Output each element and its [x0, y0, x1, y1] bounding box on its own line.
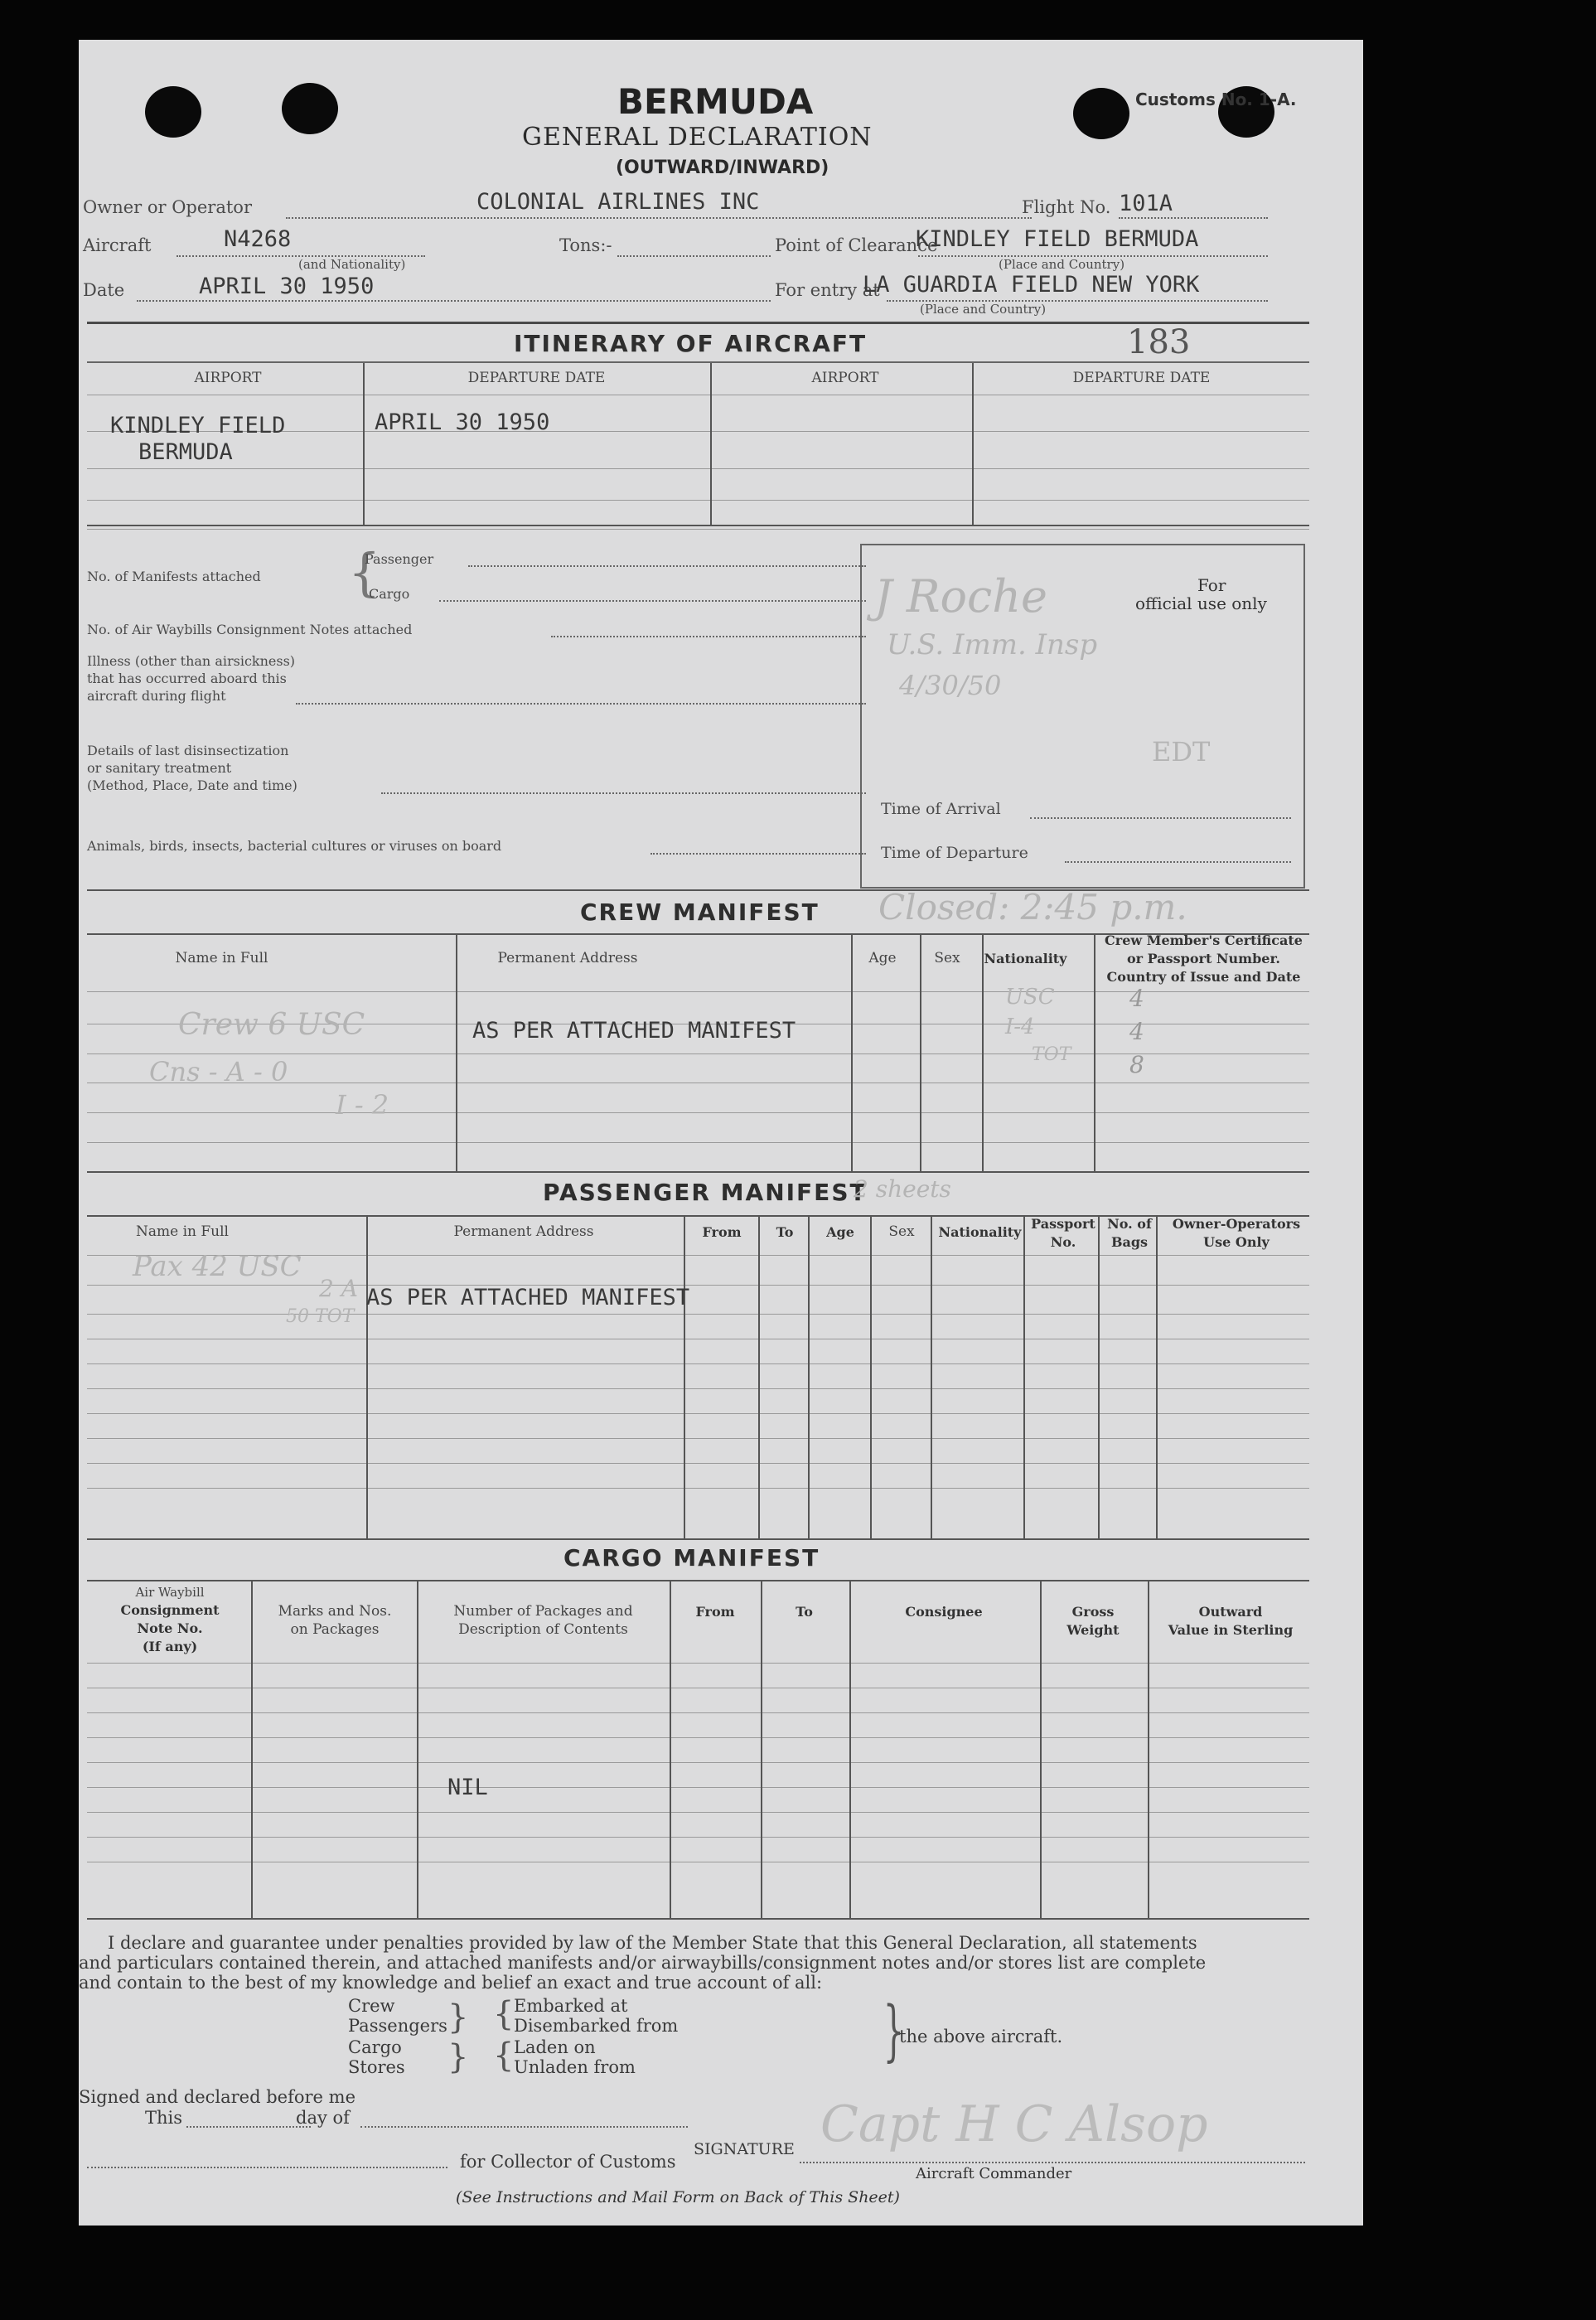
clearance-value: KINDLEY FIELD BERMUDA — [916, 226, 1199, 252]
crew-hand-line-3: I - 2 — [336, 1089, 389, 1121]
passenger-col-to: To — [776, 1224, 794, 1240]
crew-hand-cert-3: 8 — [1129, 1051, 1144, 1078]
entry-note: (Place and Country) — [920, 302, 1047, 317]
cargo-manifest-label: Cargo — [369, 586, 410, 602]
declaration-laden: Laden on — [514, 2037, 596, 2057]
crew-col-nationality: Nationality — [984, 951, 1067, 966]
disinsect-line-2: or sanitary treatment — [87, 760, 232, 776]
passenger-col-passport-2: No. — [1050, 1234, 1076, 1250]
this-label: This — [145, 2108, 183, 2128]
cargo-title: CARGO MANIFEST — [563, 1544, 820, 1572]
official-hand-signature: J Roche — [874, 570, 1047, 622]
itinerary-airport-line1: KINDLEY FIELD — [110, 413, 286, 438]
cargo-col-waybill-3: Note No. — [137, 1620, 203, 1636]
passenger-hand-line-2: 2 A — [319, 1275, 358, 1302]
crew-col-cert-2: or Passport Number. — [1127, 951, 1280, 966]
flight-label: Flight No. — [1022, 197, 1111, 217]
cargo-col-waybill-4: (If any) — [142, 1639, 198, 1654]
passenger-col-from: From — [702, 1224, 742, 1240]
collector-label: for Collector of Customs — [460, 2152, 676, 2172]
passenger-manifest-label: Passenger — [365, 551, 434, 567]
entry-label: For entry at — [775, 280, 880, 300]
declaration-aircraft-text: the above aircraft. — [899, 2027, 1063, 2046]
day-of-label: day of — [296, 2108, 350, 2128]
illness-line-2: that has occurred aboard this — [87, 671, 287, 686]
owner-value: COLONIAL AIRLINES INC — [476, 189, 760, 215]
declaration-list-stores: Stores — [348, 2057, 405, 2077]
crew-col-name: Name in Full — [175, 950, 268, 966]
flight-value: 101A — [1119, 191, 1173, 216]
itinerary-title: ITINERARY OF AIRCRAFT — [514, 330, 868, 357]
declaration-sheet: BERMUDA GENERAL DECLARATION (OUTWARD/INWARD) Customs No. 1-A. Owner or Operator COLONIAL AIRLINES INC Flight No. 101A Aircraft N4268 (and Nationality) Tons:- Point of Clearance KINDLEY FIELD BERMUDA (Place and Country) Date APRIL 30 1950 For entry at LA GUARDIA FIELD NEW YORK (Place and Country) ITINERARY OF AIRCRAFT 183 AIRPORT DEPARTURE DATE AIRPORT DEPARTURE DATE KINDLEY FIELD BERMUDA APRIL 30 1950 No. of Manifests attached { Passenger Cargo No. of Air Waybills Consignment Notes attached Illness (other than airsickness) that has occurred aboard this aircraft during flight Details of last disinsectization or sanitary treatment (Method, Place, Date and time) Animals, birds, insects, bacterial cultures or viruses on board For official use only J Roche U.S. Imm. Insp 4/30/50 EDT Time of Arrival Time of Departure CREW MANIFEST Closed: 2:45 p.m. Name in Full Permanent Address Age Sex Nationality Crew Member's Certificate or Passport Number. Country of Issue and Date AS PER ATTACHED MANIFEST Crew 6 USC Cns - A - 0 I - 2 USC I-4 TOT 4 4 8 PASSENGER MANIFEST 2 sheets Name in Full Permanent Address From To Age Sex Nationality Passport No. No. of Bags Owner-Operators Use Only AS PER ATTACHED MANIFEST Pax 42 USC 2 A 50 TOT CARGO MANIFEST Air Waybill Consignment Note No. (If any) Marks and Nos. on Packages Number of Packages and Description of Contents From To Consignee Gross Weight Outward Value in Sterling NIL I declare and guarantee under penalties provided by law of the Member State that this General Declaration, all statements and particulars contained therein, and attached manifests and/or airwaybills/consignment notes and/or stores list are complete and contain to the best of my knowledge and belief an exact and true account of all: Crew Passengers Cargo Stores } } { { Embarked at Disembarked from Laden on Unladen from } the above aircraft. Signed and declared before me This day of for Collector of Customs SIGNATURE Capt H C Alsop Aircraft Commander (See Instructions and Mail Form on Back of This Sheet) — [79, 40, 1363, 2226]
passenger-title: PASSENGER MANIFEST — [543, 1179, 868, 1206]
cargo-col-from: From — [695, 1604, 735, 1620]
passenger-col-sex: Sex — [888, 1223, 915, 1240]
official-hand-date: 4/30/50 — [899, 670, 1002, 701]
cargo-col-to: To — [796, 1604, 813, 1620]
crew-col-cert-1: Crew Member's Certificate — [1105, 932, 1303, 948]
signed-declared-label: Signed and declared before me — [79, 2087, 356, 2107]
date-value: APRIL 30 1950 — [199, 274, 375, 299]
time-of-departure-label: Time of Departure — [881, 844, 1028, 862]
clearance-note: (Place and Country) — [999, 257, 1125, 272]
aircraft-note: (and Nationality) — [298, 257, 406, 272]
cargo-value: NIL — [447, 1775, 488, 1800]
crew-col-cert-3: Country of Issue and Date — [1106, 969, 1301, 985]
declaration-unladen: Unladen from — [514, 2057, 636, 2077]
illness-line-1: Illness (other than airsickness) — [87, 653, 296, 669]
itinerary-stamp-number: 183 — [1127, 323, 1191, 361]
date-label: Date — [83, 280, 125, 300]
official-use-title-2: official use only — [1135, 593, 1267, 613]
crew-col-age: Age — [868, 950, 897, 966]
illness-line-3: aircraft during flight — [87, 688, 226, 704]
itinerary-col-airport-1: AIRPORT — [194, 370, 262, 386]
punch-hole-center-right — [1073, 88, 1129, 139]
cargo-col-value-2: Value in Sterling — [1168, 1622, 1294, 1638]
owner-label: Owner or Operator — [83, 197, 252, 217]
passenger-col-bags-1: No. of — [1107, 1216, 1152, 1232]
manifests-label: No. of Manifests attached — [87, 569, 261, 584]
declaration-embarked: Embarked at — [514, 1996, 628, 2016]
declaration-line-2: and particulars contained therein, and attached manifests and/or airwaybills/consignment notes and/or stores list are complete — [79, 1953, 1207, 1973]
cargo-col-marks-2: on Packages — [290, 1621, 380, 1638]
passenger-col-name: Name in Full — [135, 1223, 229, 1240]
passenger-col-nationality: Nationality — [938, 1224, 1022, 1240]
crew-address-value: AS PER ATTACHED MANIFEST — [472, 1018, 796, 1044]
crew-hand-note: Closed: 2:45 p.m. — [878, 887, 1187, 928]
cargo-col-packages-1: Number of Packages and — [453, 1603, 633, 1620]
clearance-label: Point of Clearance — [775, 235, 938, 255]
passenger-hand-line-1: Pax 42 USC — [133, 1250, 302, 1283]
crew-hand-line-1: Crew 6 USC — [178, 1008, 365, 1042]
crew-col-sex: Sex — [934, 950, 960, 966]
commander-hand-signature: Capt H C Alsop — [820, 2095, 1208, 2153]
time-of-arrival-label: Time of Arrival — [881, 800, 1001, 818]
official-use-title-1: For — [1197, 575, 1226, 595]
passenger-hand-note: 2 sheets — [854, 1175, 951, 1203]
tons-label: Tons:- — [559, 235, 612, 255]
aircraft-label: Aircraft — [83, 235, 152, 255]
cargo-col-waybill-2: Consignment — [120, 1602, 220, 1618]
country-heading: BERMUDA — [617, 81, 814, 122]
cargo-col-gross-2: Weight — [1066, 1622, 1120, 1638]
passenger-hand-line-3: 50 TOT — [286, 1306, 355, 1327]
waybills-label: No. of Air Waybills Consignment Notes attached — [87, 622, 413, 637]
crew-col-address: Permanent Address — [497, 950, 638, 966]
footer-note: (See Instructions and Mail Form on Back of This Sheet) — [456, 2188, 900, 2206]
itinerary-col-departure-1: DEPARTURE DATE — [467, 370, 606, 386]
crew-hand-nat-3: TOT — [1032, 1044, 1071, 1065]
declaration-line-1: I declare and guarantee under penalties provided by law of the Member State that this General Declaration, all statements — [108, 1933, 1197, 1953]
itinerary-col-departure-2: DEPARTURE DATE — [1072, 370, 1211, 386]
declaration-list-cargo: Cargo — [348, 2037, 402, 2057]
form-title: GENERAL DECLARATION — [522, 123, 873, 152]
official-hand-edt: EDT — [1152, 736, 1211, 768]
crew-hand-cert-2: 4 — [1129, 1018, 1144, 1045]
form-subtitle: (OUTWARD/INWARD) — [616, 157, 829, 178]
declaration-list-crew: Crew — [348, 1996, 395, 2016]
disinsect-line-3: (Method, Place, Date and time) — [87, 777, 297, 793]
punch-hole-left — [145, 86, 201, 138]
crew-hand-line-2: Cns - A - 0 — [149, 1056, 288, 1087]
declaration-disembarked: Disembarked from — [514, 2016, 679, 2036]
declaration-list-passengers: Passengers — [348, 2016, 447, 2036]
official-hand-title: U.S. Imm. Insp — [887, 628, 1098, 661]
aircraft-value: N4268 — [224, 226, 292, 252]
passenger-col-owner-1: Owner-Operators — [1172, 1216, 1301, 1232]
passenger-col-owner-2: Use Only — [1203, 1234, 1270, 1250]
crew-hand-nat-2: I-4 — [1005, 1015, 1035, 1039]
passenger-col-age: Age — [826, 1224, 854, 1240]
animals-label: Animals, birds, insects, bacterial cultures or viruses on board — [87, 838, 502, 854]
disinsect-line-1: Details of last disinsectization — [87, 743, 289, 758]
punch-hole-center-left — [282, 83, 338, 134]
cargo-col-value-1: Outward — [1198, 1604, 1263, 1620]
crew-hand-cert-1: 4 — [1129, 985, 1144, 1012]
crew-title: CREW MANIFEST — [580, 898, 820, 926]
passenger-col-address: Permanent Address — [453, 1223, 594, 1240]
cargo-col-marks-1: Marks and Nos. — [278, 1603, 392, 1620]
passenger-address-value: AS PER ATTACHED MANIFEST — [366, 1285, 690, 1310]
itinerary-airport-line2: BERMUDA — [138, 439, 233, 465]
entry-value: LA GUARDIA FIELD NEW YORK — [863, 272, 1200, 298]
cargo-col-consignee: Consignee — [905, 1604, 983, 1620]
signature-label: SIGNATURE — [694, 2140, 795, 2158]
declaration-line-3: and contain to the best of my knowledge and belief an exact and true account of all: — [79, 1973, 823, 1993]
itinerary-col-airport-2: AIRPORT — [811, 370, 879, 386]
form-number: Customs No. 1-A. — [1135, 90, 1297, 109]
crew-hand-nat-1: USC — [1005, 985, 1055, 1010]
passenger-col-bags-2: Bags — [1110, 1234, 1149, 1250]
cargo-col-gross-1: Gross — [1071, 1604, 1115, 1620]
cargo-col-waybill-1: Air Waybill — [135, 1585, 205, 1600]
commander-label: Aircraft Commander — [916, 2165, 1072, 2182]
cargo-col-packages-2: Description of Contents — [458, 1621, 628, 1638]
itinerary-departure-value: APRIL 30 1950 — [375, 409, 550, 435]
passenger-col-passport-1: Passport — [1031, 1216, 1095, 1232]
